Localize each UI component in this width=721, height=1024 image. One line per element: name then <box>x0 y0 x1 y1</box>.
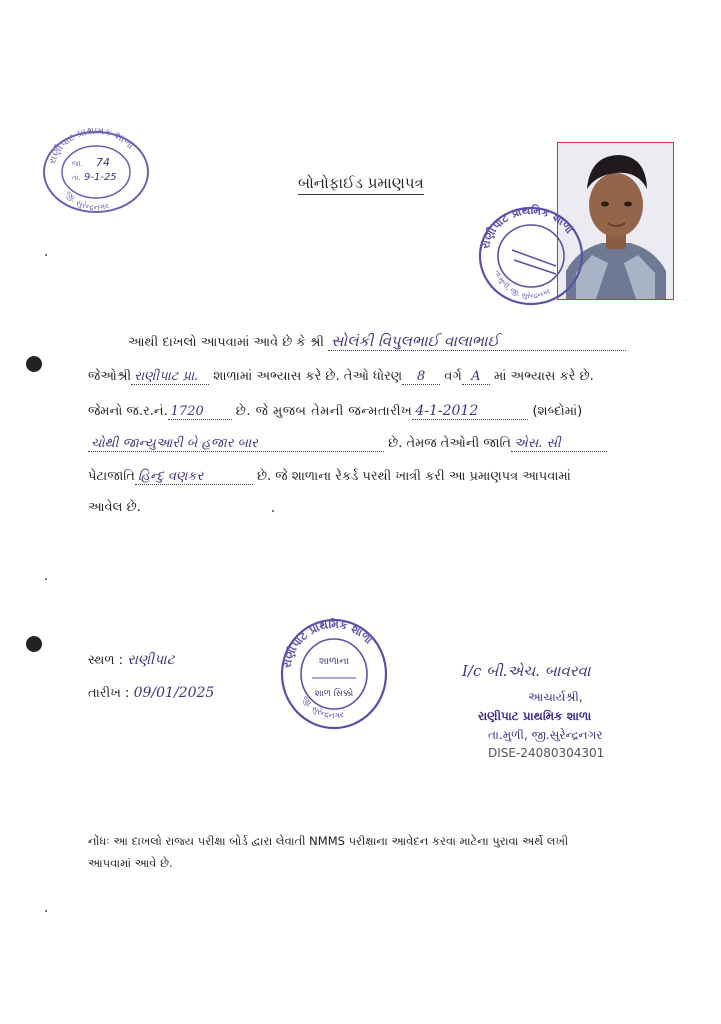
line2-suffix: માં અભ્યાસ કરે છે. <box>494 369 594 384</box>
place-value: રાણીપાટ <box>127 652 175 668</box>
seal-bottom-text: તા.મુળી, જી. સુરેન્દ્રનગર <box>493 269 553 301</box>
scan-speck <box>45 578 47 580</box>
body-line-5 <box>88 469 571 485</box>
caste-value: એસ. સી <box>511 436 607 452</box>
seal-bottom <box>278 616 390 732</box>
date-line <box>88 685 214 701</box>
seal-top-left <box>40 128 152 216</box>
seal-photo <box>476 204 586 308</box>
svg-text:જી. સુરેન્દ્રનગર <box>64 189 110 212</box>
signature-address: તા.મુળી, જી.સુરેન્દ્રનગર <box>488 728 603 742</box>
standard-value: 8 <box>402 369 440 385</box>
body-line-2 <box>88 369 594 385</box>
seal-ring-text: રાણીપાટ પ્રાથમિક શાળા <box>280 617 376 669</box>
body-line-3 <box>88 403 582 420</box>
birth-date-words: ચોથી જાન્યુઆરી બે હજાર બાર <box>88 436 384 452</box>
line3-mid: છે. જે મુજબ તેમની જન્મતારીખ <box>235 404 413 419</box>
signature-dise: DISE-24080304301 <box>488 746 605 760</box>
line3-prefix: જેમનો જ.ર.નં. <box>88 404 168 419</box>
seal-ring-text: રાણીપાટ પ્રાથમિક શાળા <box>47 128 136 166</box>
line5-suffix: છે. જે શાળાના રેકર્ડ પરથી ખાત્રી કરી આ પ્રમાણપત્ર આપવામાં <box>256 469 571 484</box>
punch-hole-upper <box>26 356 42 372</box>
punch-hole-lower <box>26 636 42 652</box>
division-value: A <box>462 369 490 385</box>
line2-prefix: જેઓશ્રી <box>88 369 132 384</box>
place-label: સ્થળ : <box>88 653 124 668</box>
seal-date-value: 9-1-25 <box>84 172 117 183</box>
seal-ring-text: રાણીપાટ પ્રાથમિક શાળા <box>478 204 576 251</box>
body-line-6: આવેલ છે. <box>88 500 141 515</box>
note-line-1: નોંધઃ આ દાખલો રાજ્ય પરીક્ષા બોર્ડ દ્વારા લેવાતી NMMS પરીક્ષાના આવેદન કરવા માટેના પુરાવા અર્થે લખી <box>88 834 569 848</box>
scan-speck <box>45 910 47 912</box>
note-line-2: આપવામાં આવે છે. <box>88 856 173 870</box>
signature-role: આચાર્યશ્રી, <box>528 690 583 704</box>
note-block <box>88 830 568 874</box>
seal-no-value: 74 <box>96 156 110 169</box>
seal-no-label: જા. <box>72 160 83 168</box>
seal-center-top: શાળાના <box>318 656 350 667</box>
line1-prefix: આથી દાખલો આપવામાં આવે છે કે શ્રી <box>128 335 325 350</box>
body-line-4 <box>88 436 607 452</box>
student-name: સોલંકી વિપુલભાઈ વાલાભાઈ <box>328 332 626 351</box>
page-title: બોનોફાઈડ પ્રમાણપત્ર <box>298 174 424 195</box>
scan-speck <box>45 254 47 256</box>
birth-date: 4-1-2012 <box>412 403 528 420</box>
subcaste-value: હિન્દુ વણકર <box>135 469 253 485</box>
seal-center-bottom: શાળ સિક્કો <box>314 689 354 699</box>
line2-mid: શાળામાં અભ્યાસ કરે છે. તેઓ ધોરણ <box>213 369 403 384</box>
line2-mid2: વર્ગ <box>444 369 462 384</box>
seal-date-label: તા. <box>72 174 81 182</box>
date-label: તારીખ : <box>88 686 130 701</box>
date-value: 09/01/2025 <box>133 685 215 701</box>
scan-speck <box>272 510 274 512</box>
signature-school: રાણીપાટ પ્રાથમિક શાળા <box>478 709 592 723</box>
seal-bottom-text: જી. સુરેન્દ્રનગર <box>63 189 111 213</box>
signature-handwritten: I/c બી.એચ. બાવરવા <box>462 662 591 680</box>
signature-block <box>462 662 662 760</box>
line3-suffix: (શબ્દોમાં) <box>532 404 583 419</box>
school-short: રાણીપાટ પ્રા. <box>131 369 209 385</box>
place-line <box>88 652 175 668</box>
line4-mid: છે. તેમજ તેઓની જાતિ <box>388 436 511 451</box>
body-line-1 <box>128 332 626 351</box>
gr-number: 1720 <box>168 404 232 420</box>
line5-prefix: પેટાજાતિ <box>88 469 135 484</box>
seal-bottom-text: જી. સુરેન્દ્રનગર <box>300 694 345 721</box>
